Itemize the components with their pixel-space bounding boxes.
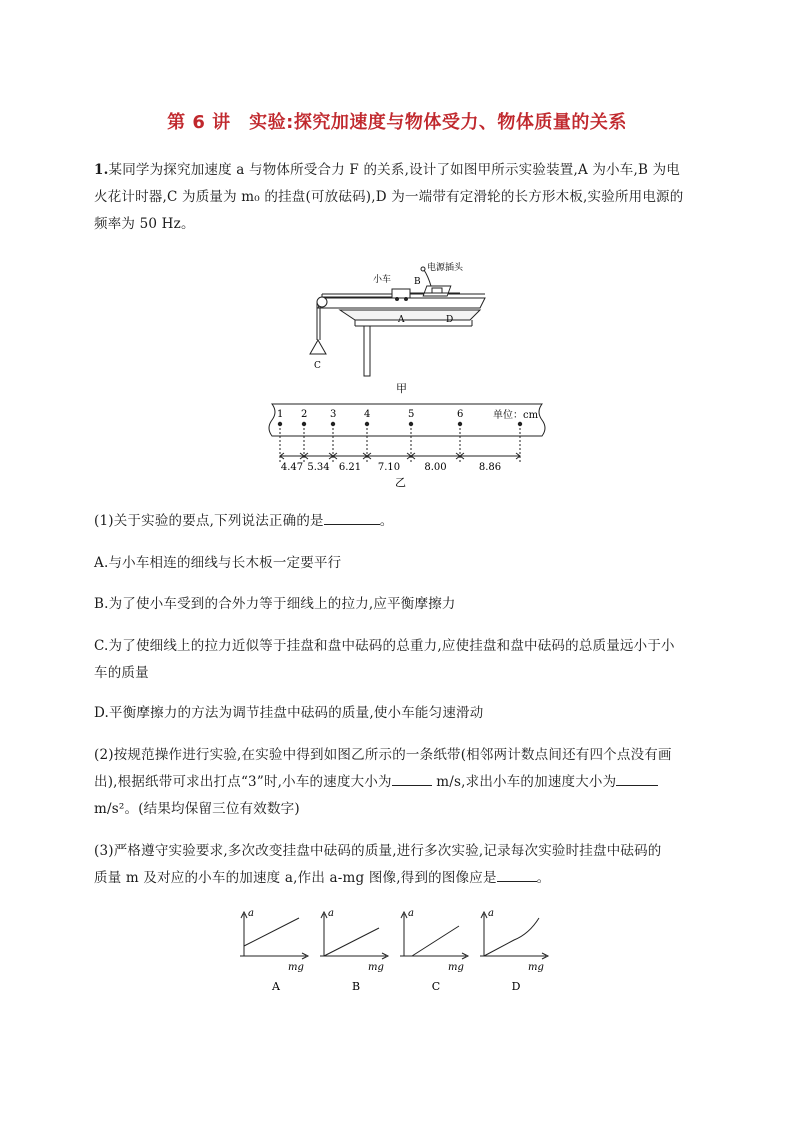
option-D: D.平衡摩擦力的方法为调节挂盘中砝码的质量,使小车能匀速滑动 <box>94 705 484 721</box>
graph-caption: D <box>511 980 521 993</box>
intro-text-1: 某同学为探究加速度 a 与物体所受合力 F 的关系,设计了如图甲所示实验装置,A 为小车,B 为电 <box>108 162 681 178</box>
option-A: A.与小车相连的细线与长木板一定要平行 <box>94 555 342 571</box>
part3-line-2a: 质量 m 及对应的小车的加速度 a,作出 a-mg 图像,得到的图像应是 <box>94 870 497 886</box>
graph-y-label: a <box>488 908 494 919</box>
graph-option-B <box>320 908 388 993</box>
part2-line-2b: m/s,求出小车的加速度大小为 <box>436 774 617 790</box>
option-C-line-2: 车的质量 <box>94 665 149 681</box>
graph-option-D <box>480 908 548 993</box>
graph-line <box>324 928 379 956</box>
graph-x-label: mg <box>368 962 384 973</box>
option-C <box>94 633 700 687</box>
graph-y-label: a <box>408 908 414 919</box>
option-B: B.为了使小车受到的合外力等于细线上的拉力,应平衡摩擦力 <box>94 596 456 612</box>
table-top <box>340 310 480 320</box>
intro-line-3: 频率为 50 Hz。 <box>94 216 195 232</box>
graph-caption: A <box>272 980 280 993</box>
answer-blank-acceleration[interactable] <box>616 771 658 786</box>
label-D: D <box>446 315 454 325</box>
label-plug: 电源插头 <box>427 263 464 273</box>
graph-line <box>484 918 539 956</box>
answer-blank-1[interactable] <box>324 510 380 525</box>
intro-line-2: 火花计时器,C 为质量为 m₀ 的挂盘(可放砝码),D 为一端带有定滑轮的长方形木板,实验所用电源的 <box>94 189 684 205</box>
graph-option-C <box>400 908 468 993</box>
question-intro <box>94 157 700 238</box>
part2-line-1: (2)按规范操作进行实验,在实验中得到如图乙所示的一条纸带(相邻两计数点间还有四个点没有画 <box>94 747 672 763</box>
label-C: C <box>314 361 321 371</box>
tape-point-label: 4 <box>364 409 371 420</box>
tape-point-label: 5 <box>408 409 415 420</box>
tape-point-label: 3 <box>330 409 337 420</box>
tape-point-label: 1 <box>277 409 284 420</box>
part3-line-2 <box>94 865 700 892</box>
graph-caption: B <box>351 980 361 993</box>
graph-y-label: a <box>328 908 334 919</box>
graph-option-A <box>240 908 308 993</box>
part2 <box>94 742 700 823</box>
question-number: 1. <box>94 162 109 178</box>
answer-blank-velocity[interactable] <box>392 771 432 786</box>
part2-line-2 <box>94 769 700 796</box>
figure-apparatus <box>300 258 510 398</box>
answer-blank-3[interactable] <box>497 867 537 882</box>
tape-unit: 单位：cm <box>493 410 539 421</box>
graph-x-label: mg <box>448 962 464 973</box>
label-A: A <box>398 315 405 325</box>
tape-segment-label: 7.10 <box>377 462 401 473</box>
part1-stem-end: 。 <box>379 513 394 529</box>
graph-x-label: mg <box>528 962 544 973</box>
hanger-C <box>310 340 326 354</box>
part1-stem-text: (1)关于实验的要点,下列说法正确的是 <box>94 513 324 529</box>
caption-yi: 乙 <box>395 476 406 488</box>
part3-line-2b: 。 <box>536 870 551 886</box>
figure-tape <box>264 402 549 488</box>
graph-line <box>412 926 459 956</box>
graph-y-label: a <box>248 908 254 919</box>
pulley <box>317 297 327 307</box>
option-C-line-1: C.为了使细线上的拉力近似等于挂盘和盘中砝码的总重力,应使挂盘和盘中砝码的总质量远小于小 <box>94 638 675 654</box>
board-D <box>318 298 485 308</box>
page-title: 第 6 讲 实验:探究加速度与物体受力、物体质量的关系 <box>167 112 627 133</box>
tape-segment-label: 6.21 <box>338 462 362 473</box>
tape-point-label: 6 <box>457 409 464 420</box>
caption-jia: 甲 <box>396 382 407 395</box>
graphs-options <box>228 906 568 996</box>
part2-line-3: m/s²。(结果均保留三位有效数字) <box>94 801 300 817</box>
label-B: B <box>414 277 421 287</box>
graph-x-label: mg <box>288 962 304 973</box>
part2-line-2a: 出),根据纸带可求出打点“3”时,小车的速度大小为 <box>94 774 392 790</box>
tape-segment-label: 4.47 <box>280 462 304 473</box>
graph-line <box>244 918 299 946</box>
table-leg <box>364 326 370 376</box>
tape-segment-label: 5.34 <box>307 462 330 473</box>
label-car: 小车 <box>373 275 392 285</box>
part3-line-1: (3)严格遵守实验要求,多次改变挂盘中砝码的质量,进行多次实验,记录每次实验时挂盘中砝码的 <box>94 843 662 859</box>
tape-segment-label: 8.00 <box>424 462 447 473</box>
part1-stem <box>94 508 700 535</box>
tape-segment-label: 8.86 <box>478 462 502 473</box>
intro-line-1 <box>94 157 700 184</box>
graph-caption: C <box>431 980 441 993</box>
cart-A <box>392 289 410 298</box>
part3 <box>94 838 700 892</box>
tape-point-label: 2 <box>301 409 308 420</box>
